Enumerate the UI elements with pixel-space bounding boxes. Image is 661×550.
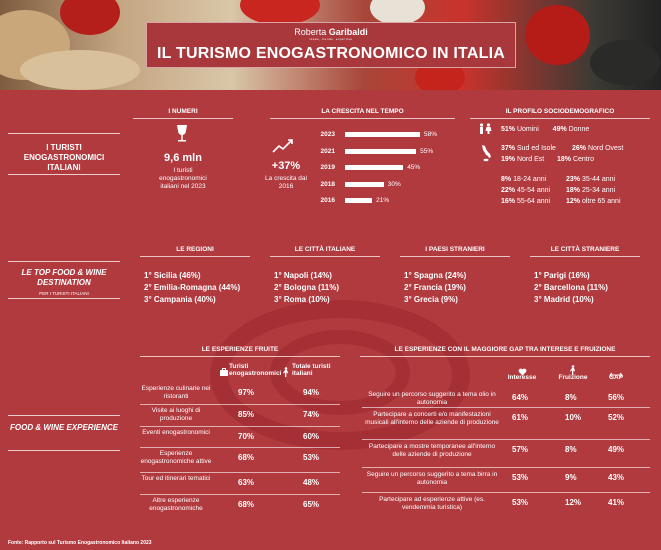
numeri-header: I NUMERI [133,108,233,119]
gap-row-fruizione: 9% [565,473,577,482]
esperienze-row-a: 70% [238,432,255,441]
esperienze-row-b: 74% [303,410,320,419]
gap-row-label: Seguire un percorso suggerito a tema birra in autonomia [366,471,498,486]
esperienze-row-a: 85% [238,410,255,419]
gap-row-fruizione: 10% [565,413,582,422]
area-stats-row-2: 19% Nord Est [501,156,545,163]
gap-header: LE ESPERIENZE CON IL MAGGIORE GAP TRA INTERESE E FRUIZIONE [360,346,650,357]
growth-bar-label: 55% [420,147,434,155]
esperienze-row-a: 63% [238,478,255,487]
row-divider [140,426,340,427]
brand-logo: Roberta Garibaldi [294,27,368,37]
esperienze-row-b: 60% [303,432,320,441]
dest-header-regioni: LE REGIONI [140,246,250,257]
dest-list-citta-italiane: 1° Napoli (14%) 2° Bologna (11%) 3° Roma (10%) [274,271,339,304]
gap-row-interesse: 53% [512,498,529,507]
gap-row-fruizione: 8% [565,445,577,454]
gap-row-label: Partecipare a mostre temporanee all'interno delle aziende di produzione [368,443,496,458]
esperienze-row-a: 68% [238,453,255,462]
section-label-top-destination: LE TOP FOOD & WINE DESTINATION PER I TURISTI ITALIANI [8,261,120,299]
profilo-header: IL PROFILO SOCIODEMOGRAFICO [470,108,650,119]
brand-tagline: ideas, trends, expertise [309,37,353,41]
age-stats-right: 23% 35-44 anni 18% 25-34 anni 12% oltre 65 anni [566,176,621,205]
dest-list-regioni: 1° Sicilia (46%) 2° Emilia-Romagna (44%) 3° Campania (40%) [144,271,241,304]
gap-row-label: Partecipare a concerti e/o manifestazioni musicali all'interno delle aziende di produzione [365,411,499,426]
gap-row-label: Seguire un percorso suggerito a tema olio in autonomia [368,391,496,406]
row-divider [140,404,340,405]
esperienze-row-label: Altre esperienze enogastronomiche [149,497,203,512]
section-label-experience: FOOD & WINE EXPERIENCE [8,415,120,451]
row-divider [362,439,650,440]
gender-icon [478,122,492,140]
person-walking-icon [282,364,290,382]
growth-bar-label: 58% [424,131,438,138]
growth-bar-year: 2018 [320,180,335,188]
esperienze-row-label: Tour ed itinerari tematici [141,475,211,482]
gap-row-interesse: 64% [512,393,529,402]
esperienze-row-a: 97% [238,388,255,397]
gap-row-interesse: 57% [512,445,529,454]
numeri-caption: I turisti enogastronomici italiani nel 2023 [159,167,207,190]
wine-glass-icon [175,124,189,149]
numeri-value: 9,6 mln [164,152,202,164]
esperienze-col2-header: Totale turisti italiani [292,363,331,377]
growth-bar-year: 2021 [320,147,335,155]
growth-bar-year: 2023 [320,131,335,138]
area-stats-row-1: 37% Sud ed Isole [501,145,556,152]
esperienze-row-a: 68% [238,500,255,509]
growth-bar [345,198,372,203]
growth-bar [345,165,403,170]
dest-header-paesi-stranieri: I PAESI STRANIERI [400,246,510,257]
esperienze-row-b: 65% [303,500,320,509]
growth-bar [345,132,420,137]
row-divider [362,492,650,493]
footer-source: Fonte: Rapporto sul Turismo Enogastronomico Italiano 2023 [8,540,152,546]
dest-header-citta-italiane: LE CITTÀ ITALIANE [270,246,380,257]
esperienze-row-b: 94% [303,388,320,397]
page-title: IL TURISMO ENOGASTRONOMICO IN ITALIA [157,45,505,62]
crescita-header: LA CRESCITA NEL TEMPO [270,108,455,119]
gap-row-gap: 52% [608,413,625,422]
esperienze-col1-header: Turisti enogastronomici [229,363,282,377]
row-divider [140,447,340,448]
crescita-big: +37% [271,160,301,172]
gap-row-gap: 43% [608,473,625,482]
crescita-caption: La crescita dal 2016 [265,175,307,190]
gap-col1-header: Interesse [507,374,537,381]
esperienze-row-label: Eventi enogastronomici [142,429,210,436]
gap-row-label: Partecipare ad esperienze attive (es. vendemmia turistica) [379,496,485,511]
row-divider [362,407,650,408]
growth-bar-label: 21% [376,197,390,204]
gap-row-fruizione: 8% [565,393,577,402]
area-stats-row-1b: 26% Nord Ovest [572,145,624,152]
dest-header-citta-straniere: LE CITTÀ STRANIERE [530,246,640,257]
gap-row-interesse: 61% [512,413,529,422]
gap-row-gap: 41% [608,498,625,507]
dest-list-citta-straniere: 1° Parigi (16%) 2° Barcellona (11%) 3° Madrid (10%) [534,271,608,304]
row-divider [140,472,340,473]
tourist-luggage-icon [219,364,229,382]
row-divider [140,494,340,495]
gap-row-gap: 49% [608,445,625,454]
growth-bar-year: 2019 [320,164,335,171]
gap-row-fruizione: 12% [565,498,582,507]
gap-row-interesse: 53% [512,473,529,482]
row-divider [362,467,650,468]
growth-chart-icon [272,138,294,159]
gap-row-gap: 56% [608,393,625,402]
growth-bar [345,182,384,187]
growth-bar-label: 30% [387,180,401,188]
esperienze-header: LE ESPERIENZE FRUITE [140,346,340,357]
gap-col2-header: Fruizione [558,374,588,381]
italy-map-icon [480,144,492,167]
growth-bar [345,149,416,154]
age-stats: 8% 18-24 anni 22% 45-54 anni 16% 55-64 anni [501,176,551,205]
title-box [146,22,516,68]
esperienze-row-label: Visite ai luoghi di produzione [151,407,201,422]
esperienze-row-label: Esperienze culinarie nei ristoranti [141,385,211,400]
esperienze-row-b: 53% [303,453,320,462]
section-label-turisti: I TURISTI ENOGASTRONOMICI ITALIANI [8,133,120,175]
growth-bar-year: 2016 [320,197,335,204]
area-stats-row-2b: 18% Centro [557,156,594,163]
growth-bar-label: 45% [407,164,421,171]
esperienze-row-label: Esperienze enogastronomiche attive [140,450,212,465]
dest-list-paesi-stranieri: 1° Spagna (24%) 2° Francia (19%) 3° Grecia (9%) [404,271,467,304]
gap-col3-header: GAP [608,374,624,381]
gender-stats: 51% Uomini 49% Donne [501,126,590,133]
esperienze-row-b: 48% [303,478,320,487]
